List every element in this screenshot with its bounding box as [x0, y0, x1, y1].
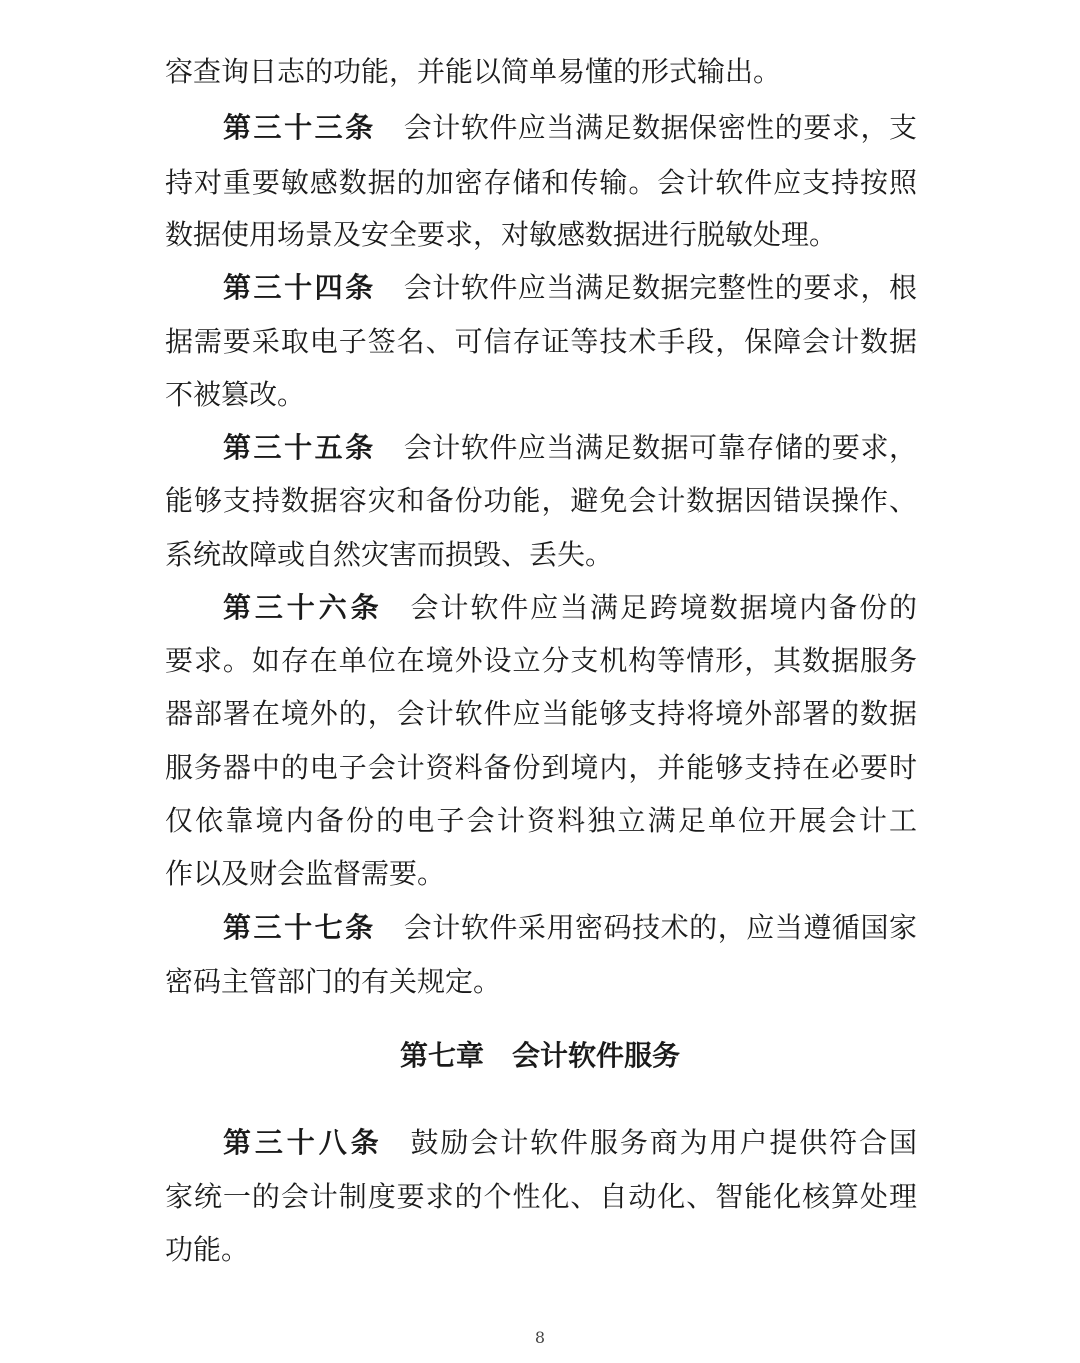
line-text: 会计软件应当满足数据完整性的要求，根 — [403, 271, 917, 304]
line-text: 不被篡改。 — [165, 378, 306, 411]
text-line — [165, 748, 917, 788]
line-text: 会计软件应当满足数据保密性的要求，支 — [403, 111, 917, 144]
line-text: 能够支持数据容灾和备份功能，避免会计数据因错误操作、 — [165, 484, 917, 517]
line-text: 据需要采取电子签名、可信存证等技术手段，保障会计数据 — [165, 325, 917, 358]
line-text: 要求。如存在单位在境外设立分支机构等情形，其数据服务 — [165, 644, 917, 677]
line-text: 鼓励会计软件服务商为用户提供符合国 — [410, 1126, 917, 1159]
line-text: 器部署在境外的，会计软件应当能够支持将境外部署的数据 — [165, 697, 917, 730]
text-line — [165, 535, 917, 575]
article-36 — [223, 588, 917, 628]
text-line — [165, 801, 917, 841]
line-text: 容查询日志的功能，并能以简单易懂的形式输出。 — [165, 55, 782, 88]
line-text: 数据使用场景及安全要求，对敏感数据进行脱敏处理。 — [165, 218, 838, 251]
article-38 — [223, 1123, 917, 1163]
line-text: 持对重要敏感数据的加密存储和传输。会计软件应支持按照 — [165, 166, 917, 199]
text-line — [165, 215, 917, 255]
article-35 — [223, 428, 917, 468]
line-text: 系统故障或自然灾害而损毁、丢失。 — [165, 538, 614, 571]
line-text: 密码主管部门的有关规定。 — [165, 965, 502, 998]
chapter-number: 第七章 — [399, 1039, 484, 1072]
line-text: 服务器中的电子会计资料备份到境内，并能够支持在必要时 — [165, 751, 917, 784]
text-line — [165, 962, 917, 1002]
line-text: 家统一的会计制度要求的个性化、自动化、智能化核算处理 — [165, 1180, 917, 1213]
text-line — [165, 375, 917, 415]
text-line — [165, 481, 917, 521]
text-line — [165, 52, 917, 92]
text-line — [165, 854, 917, 894]
line-text: 仅依靠境内备份的电子会计资料独立满足单位开展会计工 — [165, 804, 917, 837]
article-34 — [223, 268, 917, 308]
text-line — [165, 694, 917, 734]
text-line — [165, 322, 917, 362]
article-number: 第三十四条 — [223, 271, 376, 304]
article-number: 第三十七条 — [223, 911, 376, 944]
article-number: 第三十八条 — [223, 1126, 383, 1159]
line-text: 会计软件应当满足数据可靠存储的要求， — [403, 431, 917, 464]
article-number: 第三十五条 — [223, 431, 376, 464]
text-line — [165, 1177, 917, 1217]
text-line — [165, 641, 917, 681]
line-text: 作以及财会监督需要。 — [165, 857, 446, 890]
text-line — [165, 163, 917, 203]
article-number: 第三十六条 — [223, 591, 383, 624]
line-text: 会计软件应当满足跨境数据境内备份的 — [410, 591, 917, 624]
chapter-title: 会计软件服务 — [512, 1039, 681, 1072]
article-33 — [223, 108, 917, 148]
line-text: 会计软件采用密码技术的，应当遵循国家 — [403, 911, 917, 944]
text-line — [165, 1230, 917, 1270]
chapter-heading — [0, 1036, 1080, 1076]
page-number: 8 — [534, 1328, 546, 1347]
line-text: 功能。 — [165, 1233, 250, 1266]
article-37 — [223, 908, 917, 948]
article-number: 第三十三条 — [223, 111, 376, 144]
